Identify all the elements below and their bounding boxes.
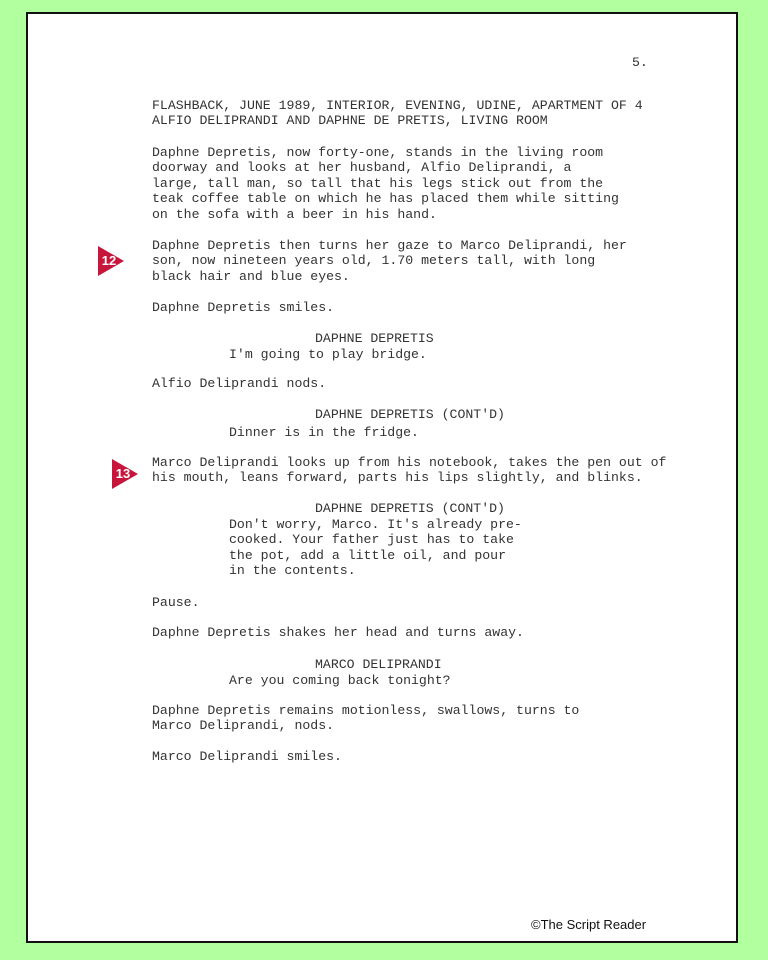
- action-line: teak coffee table on which he has placed them while sitting: [152, 191, 619, 207]
- action-line: Daphne Depretis shakes her head and turns away.: [152, 625, 524, 640]
- action-line: his mouth, leans forward, parts his lips slightly, and blinks.: [152, 470, 643, 486]
- annotation-marker-13: [112, 459, 138, 489]
- action-line: large, tall man, so tall that his legs stick out from the: [152, 175, 604, 191]
- action-line: Daphne Depretis smiles.: [152, 300, 335, 315]
- character-name: DAPHNE DEPRETIS (CONT'D): [315, 407, 505, 422]
- annotation-marker-12: [98, 246, 124, 276]
- page-number: 5.: [632, 55, 648, 70]
- action-paragraph: [152, 703, 579, 734]
- dialogue-line: cooked. Your father just has to take: [229, 532, 514, 548]
- dialogue-line: the pot, add a little oil, and pour: [229, 547, 506, 563]
- action-line: Marco Deliprandi smiles.: [152, 749, 342, 764]
- action-line: Marco Deliprandi looks up from his notebook, takes the pen out of: [152, 455, 667, 470]
- dialogue: [229, 517, 522, 579]
- dialogue-line: Don't worry, Marco. It's already pre-: [229, 517, 522, 532]
- marker-number: 13: [115, 466, 131, 481]
- scene-heading: [152, 98, 643, 129]
- dialogue-line: in the contents.: [229, 563, 356, 579]
- character-name: MARCO DELIPRANDI: [315, 657, 442, 672]
- marker-number: 12: [101, 253, 117, 268]
- scene-heading-line: ALFIO DELIPRANDI AND DAPHNE DE PRETIS, LIVING ROOM: [152, 113, 548, 129]
- character-name: DAPHNE DEPRETIS (CONT'D): [315, 501, 505, 516]
- action-line: black hair and blue eyes.: [152, 268, 350, 284]
- action-line: on the sofa with a beer in his hand.: [152, 206, 437, 222]
- action-paragraph: [152, 238, 627, 284]
- dialogue: Are you coming back tonight?: [229, 673, 451, 688]
- action-line: son, now nineteen years old, 1.70 meters tall, with long: [152, 253, 596, 269]
- scene-heading-line: FLASHBACK, JUNE 1989, INTERIOR, EVENING, UDINE, APARTMENT OF 4: [152, 98, 643, 113]
- script-page: [26, 12, 738, 943]
- dialogue: Dinner is in the fridge.: [229, 425, 419, 440]
- copyright-credit: ©The Script Reader: [531, 917, 647, 932]
- action-line: Daphne Depretis then turns her gaze to Marco Deliprandi, her: [152, 238, 627, 253]
- action-line: Pause.: [152, 595, 200, 610]
- action-line: Marco Deliprandi, nods.: [152, 718, 335, 734]
- action-line: Daphne Depretis, now forty-one, stands in the living room: [152, 145, 604, 160]
- character-name: DAPHNE DEPRETIS: [315, 331, 434, 346]
- dialogue: I'm going to play bridge.: [229, 347, 427, 362]
- action-paragraph: [152, 145, 619, 222]
- action-line: Alfio Deliprandi nods.: [152, 376, 327, 391]
- action-line: doorway and looks at her husband, Alfio Deliprandi, a: [152, 160, 572, 176]
- action-paragraph: [152, 455, 666, 486]
- action-line: Daphne Depretis remains motionless, swallows, turns to: [152, 703, 580, 718]
